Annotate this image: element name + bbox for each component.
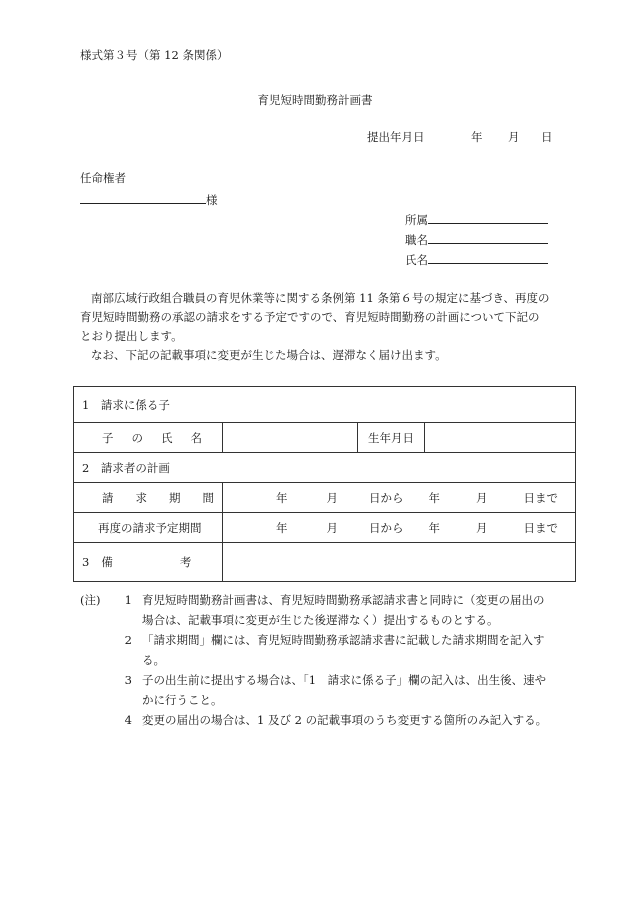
name-label: 氏名 — [405, 253, 428, 267]
note-text: る。 — [142, 653, 165, 667]
note-text: 「請求期間」欄には、育児短時間勤務承認請求書に記載した請求期間を記入す — [142, 633, 545, 647]
recipient-label: 任命権者 — [80, 171, 126, 185]
section-2-header: 2 請求者の計画 — [74, 453, 576, 483]
request-period-char: 請 — [102, 490, 114, 505]
child-name-char: 氏 — [161, 430, 173, 445]
day-from: 日から — [369, 520, 404, 535]
child-name-input[interactable] — [223, 423, 358, 453]
body-paragraph-2: なお、下記の記載事項に変更が生じた場合は、遅滞なく届け出ます。 — [91, 348, 447, 362]
birth-date-input[interactable] — [425, 423, 576, 453]
section-1-header: 1 請求に係る子 — [74, 387, 576, 423]
to-month: 月 — [476, 490, 488, 505]
remarks-label — [74, 543, 223, 582]
day-from: 日から — [369, 490, 404, 505]
remarks-char: 備 — [101, 555, 113, 569]
from-year: 年 — [276, 490, 288, 505]
request-period-char: 間 — [202, 490, 214, 505]
submission-date-label: 提出年月日 — [367, 130, 425, 144]
section-3-number: 3 — [82, 555, 90, 569]
position-label: 職名 — [405, 233, 428, 247]
child-name-char: 子 — [102, 430, 114, 445]
note-item — [80, 670, 560, 710]
birth-date-label: 生年月日 — [358, 423, 425, 453]
affiliation-line[interactable] — [428, 211, 548, 224]
form-number: 様式第３号（第 12 条関係） — [80, 48, 229, 62]
note-item — [80, 710, 560, 730]
child-name-label — [74, 423, 223, 453]
affiliation-field[interactable] — [405, 211, 548, 228]
note-item — [80, 630, 560, 670]
to-year: 年 — [428, 520, 440, 535]
plan-table — [73, 386, 576, 582]
note-text: かに行うこと。 — [142, 693, 223, 707]
affiliation-label: 所属 — [405, 213, 428, 227]
request-period-label — [74, 483, 223, 513]
note-number: 2 — [124, 633, 132, 647]
remarks-input[interactable] — [223, 543, 576, 582]
recipient-field[interactable] — [80, 190, 218, 208]
body-p1-line1: 南部広域行政組合職員の育児休業等に関する条例第 11 条第６号の規定に基づき、再度の — [91, 291, 550, 305]
from-month: 月 — [326, 520, 338, 535]
note-item — [80, 590, 560, 630]
from-year: 年 — [276, 520, 288, 535]
child-name-char: の — [131, 430, 143, 445]
child-name-char: 名 — [190, 430, 202, 445]
note-number: 1 — [124, 593, 132, 607]
remarks-char: 考 — [179, 555, 192, 569]
body-paragraph-1 — [80, 289, 560, 365]
day-until: 日まで — [523, 520, 558, 535]
to-year: 年 — [428, 490, 440, 505]
submission-day-field[interactable]: 日 — [541, 130, 553, 144]
note-number: 3 — [124, 673, 132, 687]
request-period-char: 求 — [135, 490, 147, 505]
re-request-period-label: 再度の請求予定期間 — [74, 513, 223, 543]
notes-label: (注) — [80, 593, 101, 607]
from-month: 月 — [326, 490, 338, 505]
submission-year-field[interactable]: 年 — [471, 130, 483, 144]
notes-section — [80, 590, 560, 730]
note-text: 育児短時間勤務計画書は、育児短時間勤務承認請求書と同時に（変更の届出の — [142, 593, 545, 607]
day-until: 日まで — [523, 490, 558, 505]
note-number: 4 — [124, 713, 132, 727]
submission-month-field[interactable]: 月 — [508, 130, 520, 144]
note-text: 子の出生前に提出する場合は、「1 請求に係る子」欄の記入は、出生後、速や — [142, 673, 547, 687]
note-text: 場合は、記載事項に変更が生じた後遅滞なく）提出するものとする。 — [142, 613, 499, 627]
note-text: 変更の届出の場合は、1 及び 2 の記載事項のうち変更する箇所のみ記入する。 — [142, 713, 548, 727]
document-title: 育児短時間勤務計画書 — [257, 93, 373, 107]
name-field[interactable] — [405, 251, 548, 268]
recipient-suffix: 様 — [206, 193, 218, 207]
position-field[interactable] — [405, 231, 548, 248]
position-line[interactable] — [428, 231, 548, 244]
to-month: 月 — [476, 520, 488, 535]
body-p1-line3: とおり提出します。 — [80, 329, 183, 343]
request-period-input[interactable] — [223, 483, 576, 513]
re-request-period-input[interactable] — [223, 513, 576, 543]
name-line[interactable] — [428, 251, 548, 264]
request-period-char: 期 — [169, 490, 181, 505]
recipient-name-line[interactable] — [80, 190, 206, 204]
body-p1-line2: 育児短時間勤務の承認の請求をする予定ですので、育児短時間勤務の計画について下記の — [80, 310, 540, 324]
